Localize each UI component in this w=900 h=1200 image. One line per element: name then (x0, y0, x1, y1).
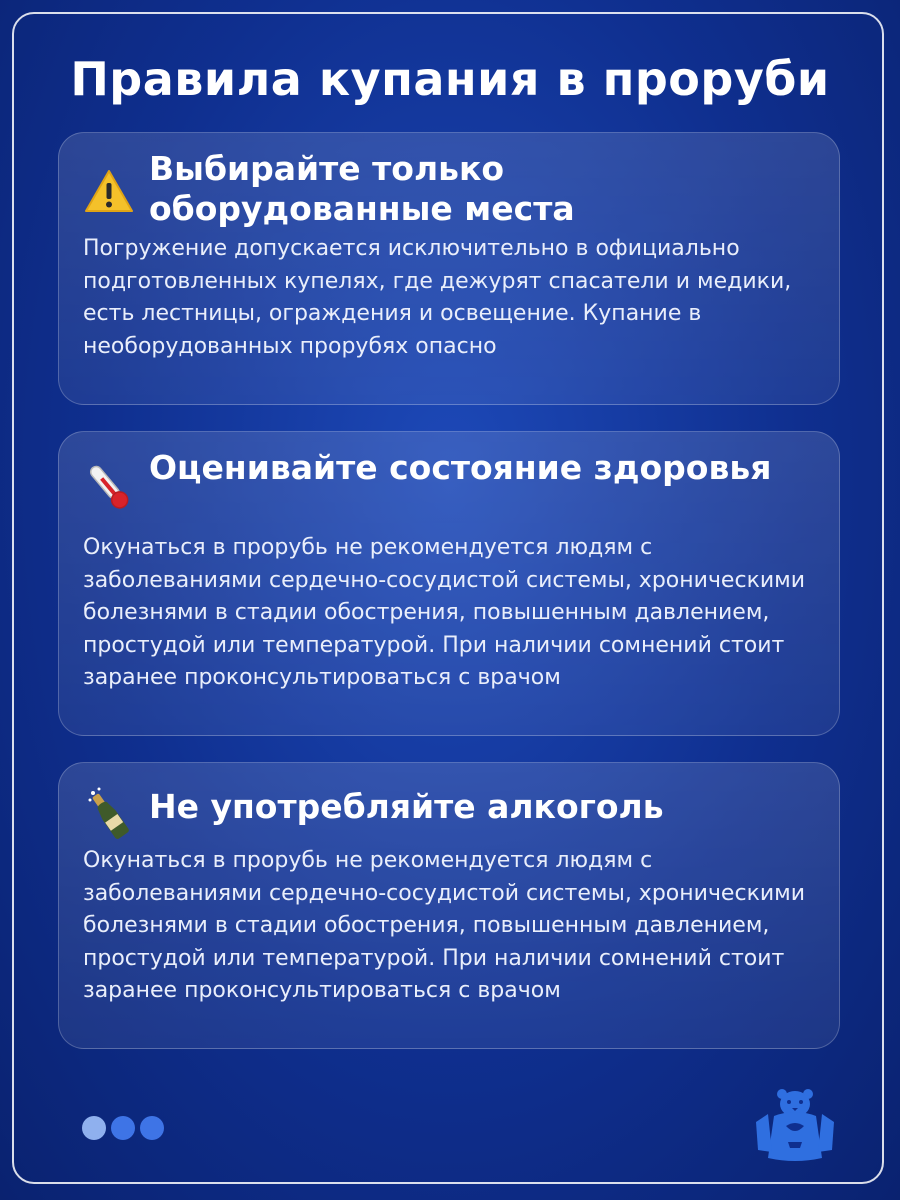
card-body: Погружение допускается исключительно в официально подготовленных купелях, где дежурят спасатели и медики, есть лестницы, ограждения и освещение. Купание в необорудованных прорубях опасно (83, 236, 792, 359)
card-title: Выбирайте только оборудованные места (149, 149, 575, 228)
pagination-dot-2[interactable] (111, 1116, 135, 1140)
rule-card-alcohol (58, 762, 840, 1049)
warning-icon (83, 163, 135, 219)
card-title: Не употребляйте алкоголь (149, 787, 664, 826)
rule-card-equipped-places (58, 132, 840, 405)
card-title: Оценивайте состояние здоровья (149, 448, 772, 487)
thermometer-icon (83, 460, 135, 516)
rule-card-health (58, 431, 840, 736)
pagination-dot-3[interactable] (140, 1116, 164, 1140)
card-body: Окунаться в прорубь не рекомендуется людям с заболеваниями сердечно-сосудистой системы, хроническими болезнями в стадии обострения, повышенным давлением, простудой или температурой. При наличии сомнений стоит заранее проконсультироваться с врачом (83, 848, 806, 1003)
pagination-dot-1[interactable] (82, 1116, 106, 1140)
champagne-bottle-icon (83, 785, 135, 841)
card-body: Окунаться в прорубь не рекомендуется людям с заболеваниями сердечно-сосудистой системы, хроническими болезнями в стадии обострения, повышенным давлением, простудой или температурой. При наличии сомнений стоит заранее проконсультироваться с врачом (83, 535, 806, 690)
page-title: Правила купания в проруби (70, 52, 830, 106)
bear-emblem-logo (752, 1082, 838, 1164)
